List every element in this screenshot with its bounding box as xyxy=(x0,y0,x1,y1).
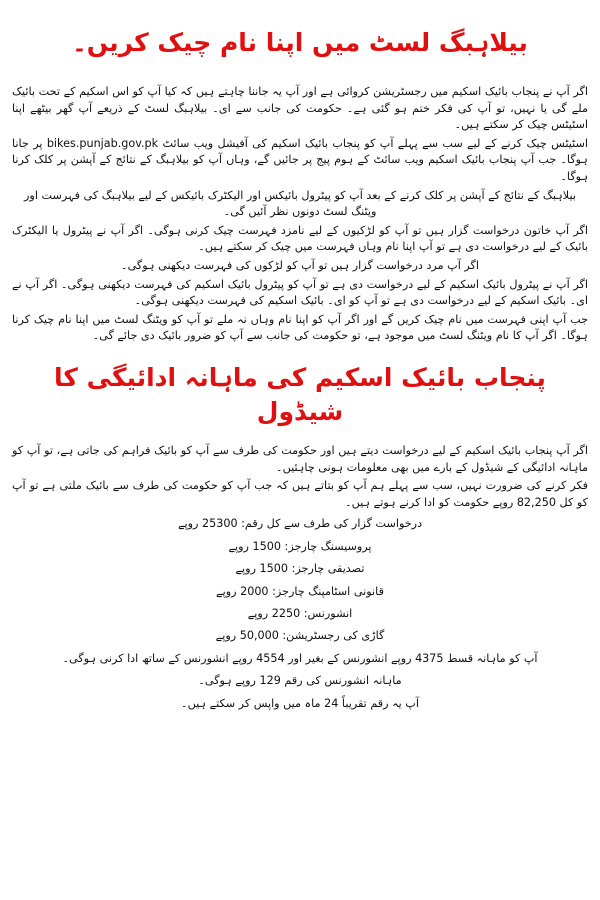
waiting-list-paragraph: جب آپ اپنی فہرست میں نام چیک کریں گے اور اگر آپ کو اپنا نام وہاں نہ ملے تو آپ کو ویٹنگ لسٹ میں اپنا نام چیک کرنا ہوگا۔ اگر آپ کا نام ویٹنگ لسٹ میں موجود ہے، تو حکومت کی جانب سے آپ کو ضرور بائیک دی جائے گی۔ xyxy=(12,312,588,343)
fee-item-processing: پروسیسنگ چارجز: 1500 روپے xyxy=(228,539,372,553)
total-amount-paragraph: فکر کرنے کی ضرورت نہیں، سب سے پہلے ہم آپ کو بتاتے ہیں کہ جب آپ کو حکومت کی طرف سے بائیک ملتی ہے تو آپ کو کل 82,250 روپے حکومت کو ادا کرنے ہوتے ہیں۔ xyxy=(12,479,588,509)
male-applicant-paragraph: اگر آپ مرد درخواست گزار ہیں تو آپ کو لڑکوں کی فہرست دیکھنی ہوگی۔ xyxy=(121,258,479,272)
fee-item-verification: تصدیقی چارجز: 1500 روپے xyxy=(235,562,365,576)
monthly-installment-line: آپ کو ماہانہ قسط 4375 روپے انشورنس کے بغیر اور 4554 روپے انشورنس کے ساتھ ادا کرنی ہوگی۔ xyxy=(62,651,538,665)
website-instructions-paragraph: اسٹیٹس چیک کرنے کے لیے سب سے پہلے آپ کو پنجاب بائیک اسکیم کی آفیشل ویب سائٹ bikes.punjab.gov.pk پر جانا ہوگا۔ جب آپ پنجاب بائیک اسکیم ویب سائٹ کے ہوم پیج پر جائیں گے، وہاں آپ کو بیلاہبگ کے نتائج کے آپشن پر کلک کرنا ہوگا۔ xyxy=(12,136,588,183)
scheme-list-paragraph: اگر آپ نے پیٹرول بائیک اسکیم کے لیے درخواست دی ہے تو آپ کو پیٹرول بائیک اسکیم کی فہرست دیکھنی ہوگی۔ اگر آپ نے ای۔ بائیک اسکیم کے لیے درخواست دی ہے تو آپ کو ای۔ بائیک اسکیم کی فہرست دیکھنی ہوگی۔ xyxy=(12,277,588,308)
installment-info xyxy=(12,648,588,715)
section-1-heading: بیلاہبگ لسٹ میں اپنا نام چیک کریں۔ xyxy=(72,28,528,57)
results-option-paragraph: بیلاہبگ کے نتائج کے آپشن پر کلک کرنے کے بعد آپ کو پیٹرول بائیکس اور الیکٹرک بائیکس کے لیے بیلاہبگ کی فہرست اور ویٹنگ لسٹ دونوں نظر آئیں گی۔ xyxy=(24,188,576,219)
section-2-heading: پنجاب بائیک اسکیم کی ماہانہ ادائیگی کا شیڈول xyxy=(54,362,546,426)
fee-item-insurance: انشورنس: 2250 روپے xyxy=(247,606,353,620)
payment-intro-paragraph: اگر آپ پنجاب بائیک اسکیم کے لیے درخواست دیتے ہیں اور حکومت کی طرف سے آپ کو بائیک فراہم کی جاتی ہے، تو آپ کو ماہانہ ادائیگی کے شیڈول کے بارے میں بھی معلومات ہونی چاہئیں۔ xyxy=(12,443,588,474)
section-1-body xyxy=(12,84,588,345)
repayment-period-line: آپ یہ رقم تقریباً 24 ماہ میں واپس کر سکتے ہیں۔ xyxy=(181,696,419,710)
fee-item-registration: گاڑی کی رجسٹریشن: 50,000 روپے xyxy=(215,629,385,643)
section-2-body xyxy=(12,443,588,715)
fee-list xyxy=(12,513,588,647)
fee-item-applicant-total: درخواست گزار کی طرف سے کل رقم: 25300 روپے xyxy=(177,517,423,531)
female-applicant-paragraph: اگر آپ خاتون درخواست گزار ہیں تو آپ کو لڑکیوں کے لیے نامزد فہرست چیک کرنی ہوگی۔ اگر آپ نے پیٹرول یا الیکٹرک بائیک کے لیے درخواست دی ہے تو آپ اپنا نام وہاں فہرست میں چیک کر سکتے ہیں۔ xyxy=(12,223,588,254)
intro-paragraph: اگر آپ نے پنجاب بائیک اسکیم میں رجسٹریشن کروائی ہے اور آپ یہ جاننا چاہتے ہیں کہ کیا آپ کو اس اسکیم کے تحت بائیک ملے گی یا نہیں، تو آپ کی فکر ختم ہو گئی ہے۔ حکومت کی جانب سے ای۔ بیلاہبگ لسٹ کے ذریعے آپ گھر بیٹھے اپنا اسٹیٹس چیک کر سکتے ہیں۔ xyxy=(12,85,588,132)
monthly-insurance-line: ماہانہ انشورنس کی رقم 129 روپے ہوگی۔ xyxy=(198,674,402,688)
fee-item-legal-stamping: قانونی اسٹامپنگ چارجز: 2000 روپے xyxy=(216,584,384,598)
